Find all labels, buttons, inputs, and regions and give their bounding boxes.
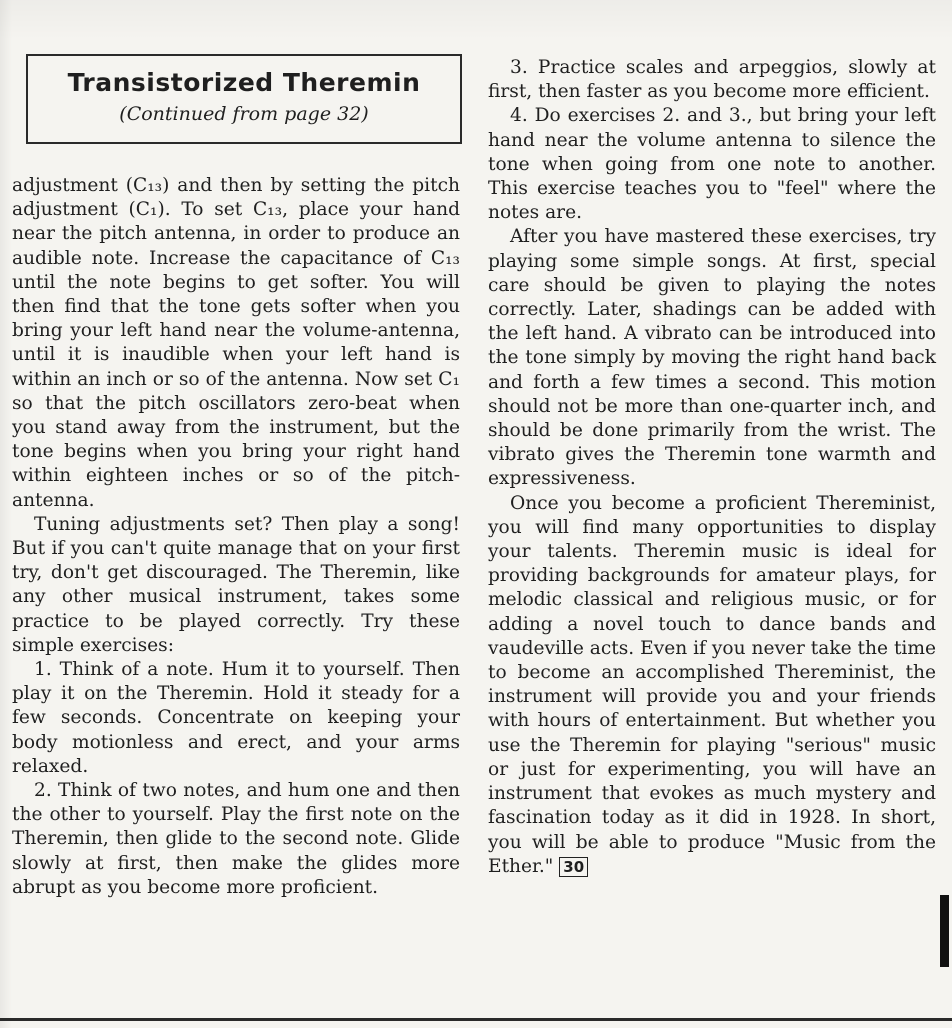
title-box [26,54,462,144]
left-column [12,174,460,900]
bottom-rule [0,1018,952,1021]
paragraph: 2. Think of two notes, and hum one and then the other to yourself. Play the first note on the Theremin, then glide to the second note. Glide slowly at first, then make the glides more abrupt as you become more proficient. [12,780,460,898]
closing-paragraph: Once you become a proficient Thereminist, you will find many opportunities to display your talents. Theremin music is ideal for providing backgrounds for amateur plays, for melodic classical and religious music, or for adding a novel touch to dance bands and vaudeville acts. Even if you never take the time to become an accomplished Thereminist, the instrument will provide you and your friends with hours of entertainment. But whether you use the Theremin for playing "serious" music or just for experimenting, you will have an instrument that evokes as much mystery and fascination today as it did in 1928. In short, you will be able to produce "Music from the Ether." [488,492,936,877]
page-number: 30 [559,857,588,877]
right-column [488,56,936,879]
continued-note: (Continued from page 32) [119,103,369,125]
paragraph-final [488,492,936,879]
paragraph: Tuning adjustments set? Then play a song! But if you can't quite manage that on your first try, don't get discouraged. The Theremin, like any other musical instrument, takes some practice to be played correctly. Try these simple exercises: [12,513,460,656]
article-title: Transistorized Theremin [67,68,421,97]
paragraph: 1. Think of a note. Hum it to yourself. Then play it on the Theremin. Hold it steady for a few seconds. Concentrate on keeping your body motionless and erect, and your arms relaxed. [12,659,460,777]
paragraph: 3. Practice scales and arpeggios, slowly at first, then faster as you become more efficient. [488,57,936,103]
paragraph: 4. Do exercises 2. and 3., but bring your left hand near the volume antenna to silence the tone when going from one note to another. This exercise teaches you to "feel" where the notes are. [488,105,936,224]
paragraph: adjustment (C₁₃) and then by setting the pitch adjustment (C₁). To set C₁₃, place your hand near the pitch antenna, in order to produce an audible note. Increase the capacitance of C₁₃ until the note begins to get softer. You will then find that the tone gets softer when you bring your left hand near the volume-antenna, until it is inaudible when your left hand is within an inch or so of the antenna. Now set C₁ so that the pitch oscillators zero-beat when you stand away from the instrument, but the tone begins when you bring your right hand within eighteen inches or so of the pitch-antenna. [12,175,460,511]
margin-mark [940,895,949,967]
paragraph: After you have mastered these exercises, try playing some simple songs. At first, special care should be given to playing the notes correctly. Later, shadings can be added with the left hand. A vibrato can be introduced into the tone simply by moving the right hand back and forth a few times a second. This motion should not be more than one-quarter inch, and should be done primarily from the wrist. The vibrato gives the Theremin tone warmth and expressiveness. [488,226,936,490]
